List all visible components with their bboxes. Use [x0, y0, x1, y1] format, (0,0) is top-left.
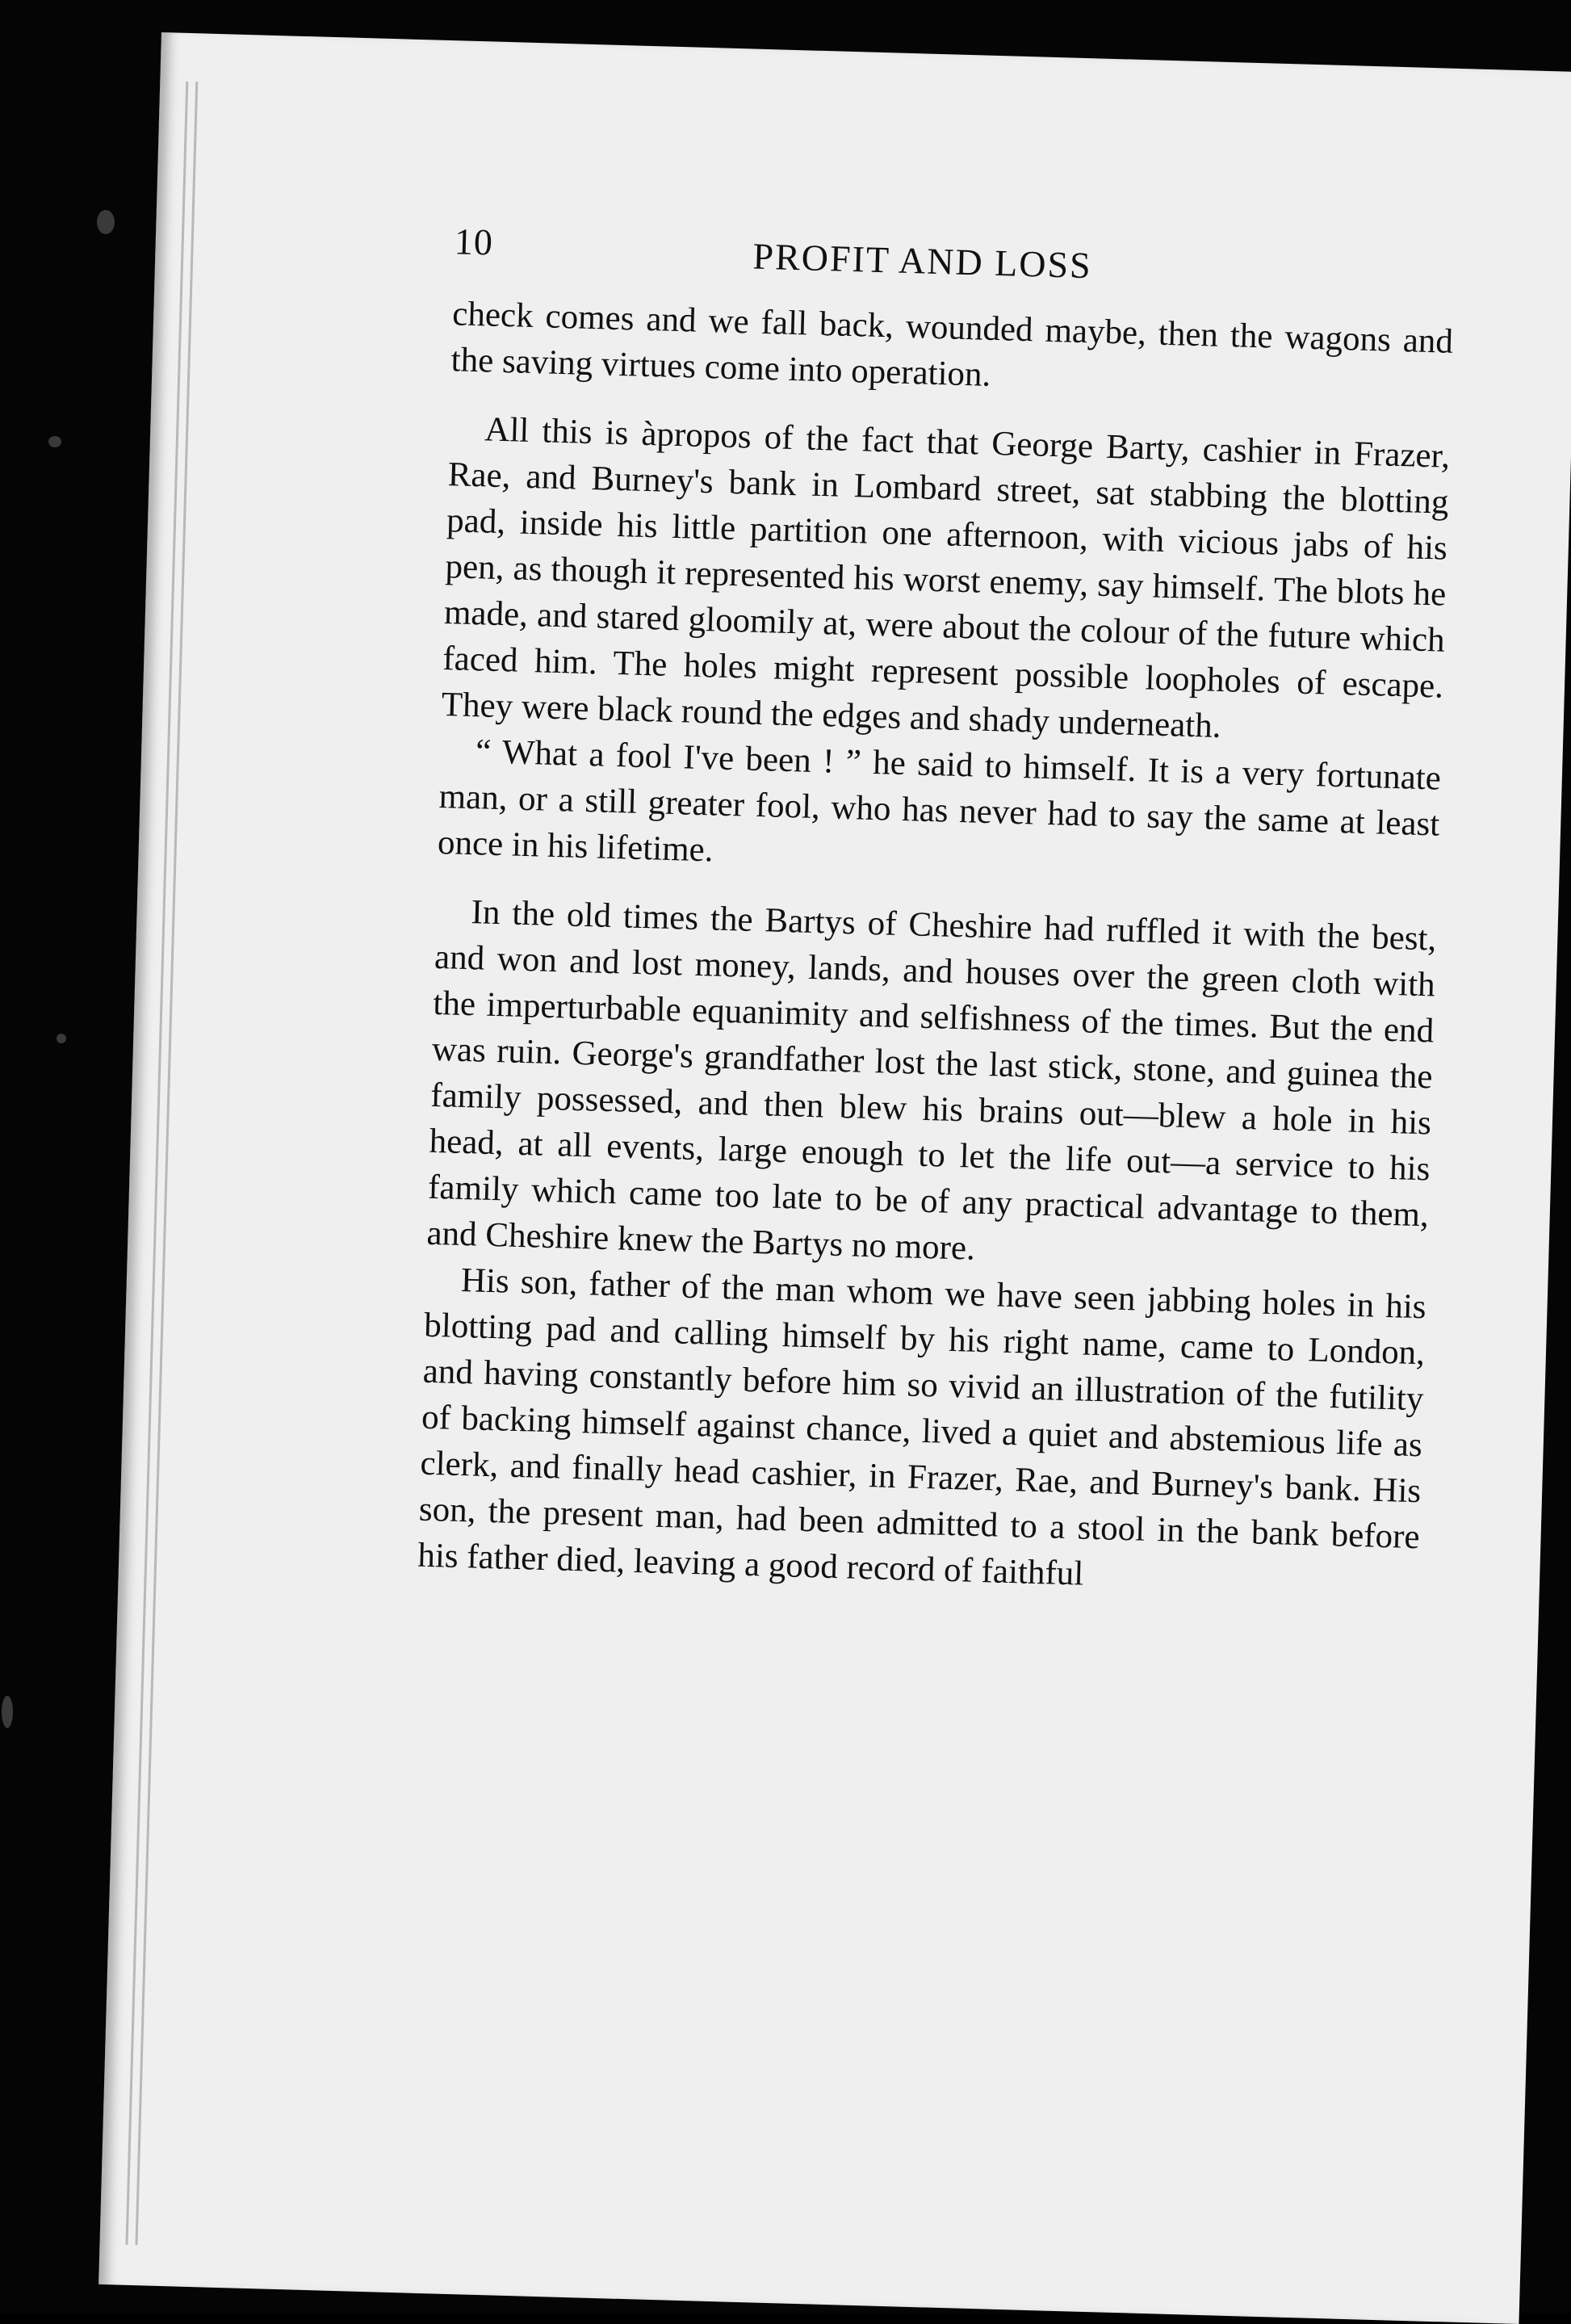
- paragraph: check comes and we fall back, wounded maybe, then the wagons and the saving virtues come into operation.: [450, 295, 1454, 394]
- paragraph: “ What a fool I've been ! ” he said to himself. It is a very fortunate man, or a still greater fool, who has never had to say the same at least once in his lifetime.: [437, 732, 1442, 870]
- scan-speck: [2, 1696, 13, 1728]
- scan-speck: [57, 1034, 66, 1043]
- book-page: [98, 32, 1571, 2324]
- paragraph: His son, father of the man whom we have seen jabbing holes in his blotting pad and calling himself by his right name, came to London, and having constantly before him so vivid an illustration of the futility of backing himself against chance, lived a quiet and abstemious life as clerk, and finally head cashier, in Frazer, Rae, and Burney's bank. His son, the present man, had been admitted to a stool in the bank before his father died, leaving a good record of faithful: [417, 1261, 1427, 1593]
- paragraph: In the old times the Bartys of Cheshire had ruffled it with the best, and won and lost money, lands, and houses over the green cloth with the imperturbable equanimity and selfishness of the times. But the end was ruin. George's grandfather lost the last stick, stone, and guinea the family possessed, and then blew his brains out—blew a hole in his head, at all events, large enough to let the life out—a service to his family which came too late to be of any practical advantage to them, and Cheshire knew the Bartys no more.: [425, 893, 1437, 1268]
- page-number: 10: [454, 220, 494, 263]
- scan-speck: [48, 436, 61, 447]
- running-title: PROFIT AND LOSS: [752, 235, 1093, 287]
- page-text: [417, 218, 1456, 1606]
- scan-speck: [97, 210, 115, 234]
- paragraph: All this is àpropos of the fact that George Barty, cashier in Frazer, Rae, and Burney's bank in Lombard street, sat stabbing the blotting pad, inside his little partition one afternoon, with vicious jabs of his pen, as though it represented his worst enemy, say himself. The blots he made, and stared gloomily at, were about the colour of the future which faced him. The holes might represent possible loopholes of escape. They were black round the edges and shady underneath.: [441, 410, 1451, 745]
